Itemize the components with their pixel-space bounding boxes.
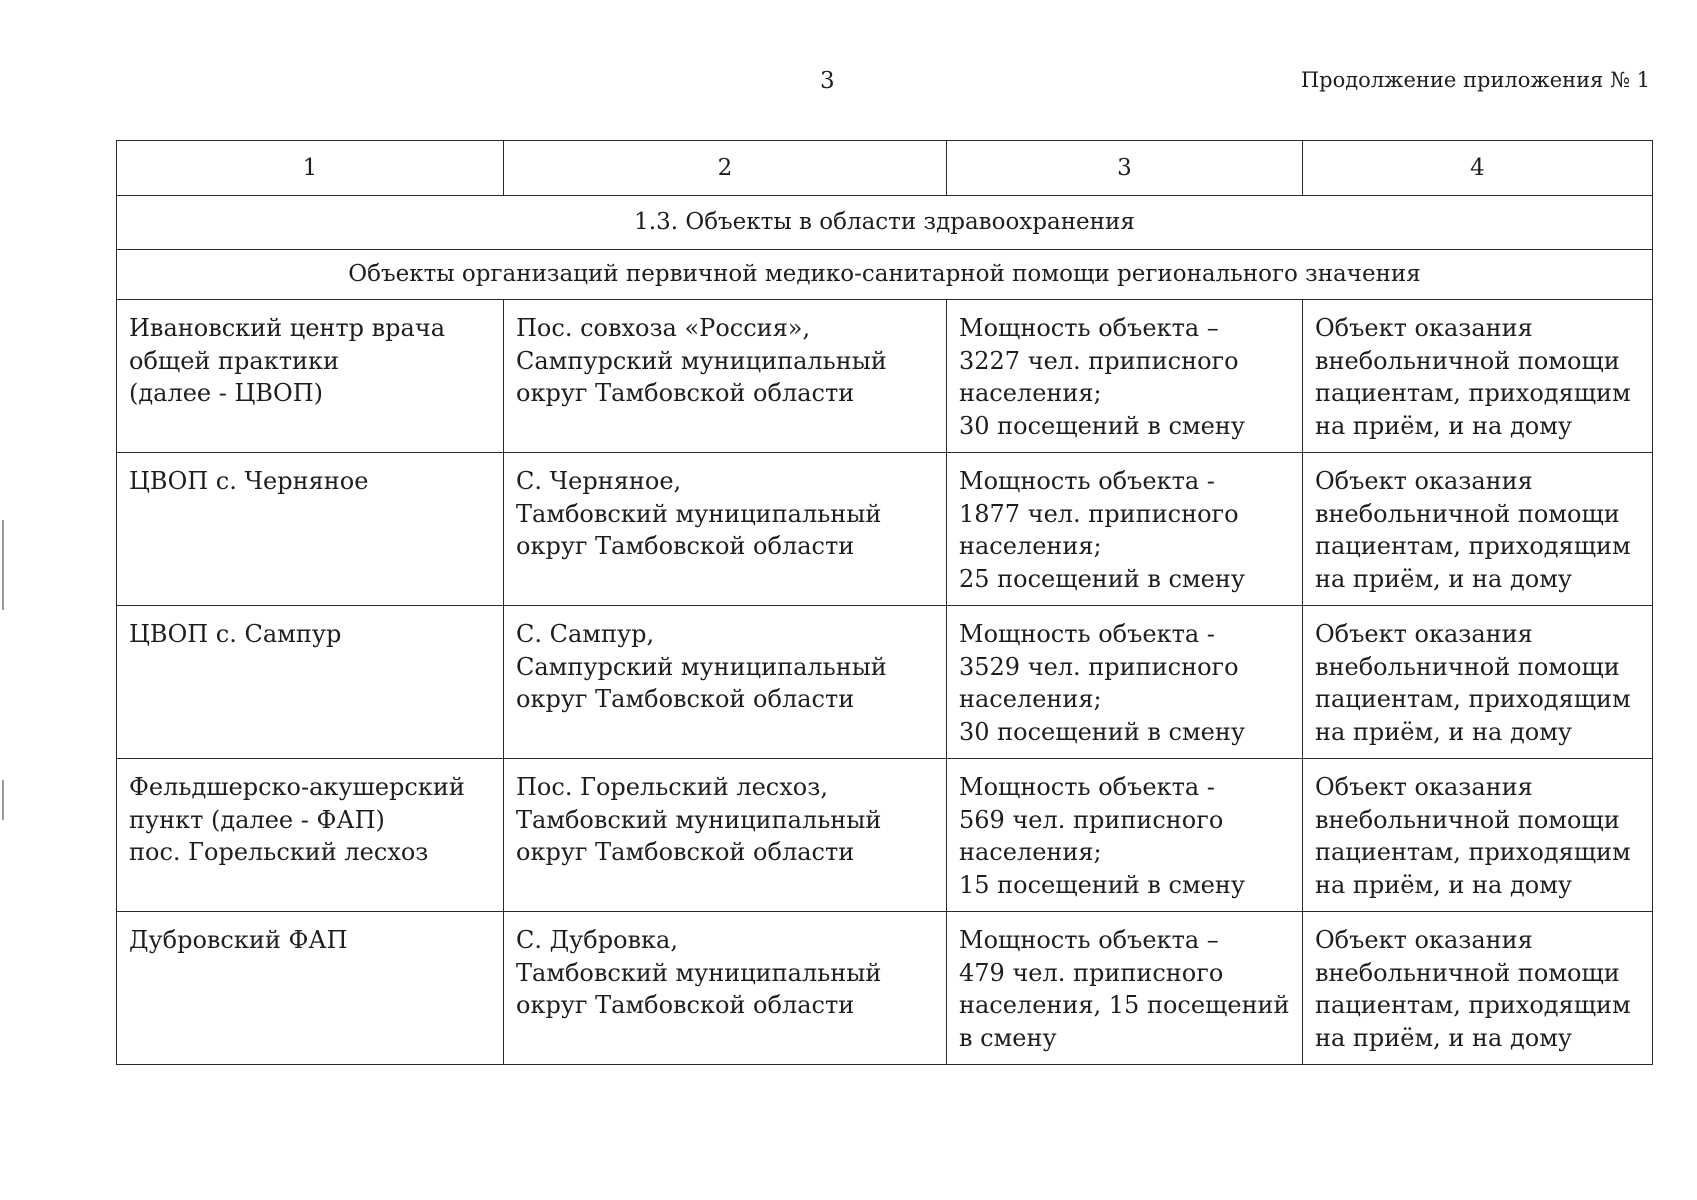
column-number-row: [117, 141, 1653, 196]
facility-location: Пос. совхоза «Россия», Сампурский муниципальный округ Тамбовской области: [504, 300, 947, 453]
table-row: [117, 759, 1653, 912]
facility-description: Объект оказания внебольничной помощи пациентам, приходящим на приём, и на дому: [1303, 300, 1653, 453]
facility-name: ЦВОП с. Черняное: [117, 453, 504, 606]
column-number: 3: [947, 141, 1303, 196]
facility-name: Фельдшерско-акушерский пункт (далее - ФАП) пос. Горельский лесхоз: [117, 759, 504, 912]
table-row: [117, 300, 1653, 453]
table-row: [117, 606, 1653, 759]
facility-location: Пос. Горельский лесхоз, Тамбовский муниципальный округ Тамбовской области: [504, 759, 947, 912]
column-number: 2: [504, 141, 947, 196]
scan-edge-mark: [2, 520, 4, 610]
facility-name: ЦВОП с. Сампур: [117, 606, 504, 759]
facility-capacity: Мощность объекта - 1877 чел. приписного населения; 25 посещений в смену: [947, 453, 1303, 606]
continuation-label: Продолжение приложения № 1: [1300, 68, 1650, 92]
subsection-title: Объекты организаций первичной медико-санитарной помощи регионального значения: [117, 250, 1653, 300]
facility-capacity: Мощность объекта – 479 чел. приписного населения, 15 посещений в смену: [947, 912, 1303, 1065]
column-number: 4: [1303, 141, 1653, 196]
facility-name: Ивановский центр врача общей практики (далее - ЦВОП): [117, 300, 504, 453]
facility-capacity: Мощность объекта - 3529 чел. приписного населения; 30 посещений в смену: [947, 606, 1303, 759]
subsection-row: [117, 250, 1653, 300]
facility-description: Объект оказания внебольничной помощи пациентам, приходящим на приём, и на дому: [1303, 912, 1653, 1065]
facility-location: С. Дубровка, Тамбовский муниципальный округ Тамбовской области: [504, 912, 947, 1065]
facility-name: Дубровский ФАП: [117, 912, 504, 1065]
facility-location: С. Сампур, Сампурский муниципальный округ Тамбовской области: [504, 606, 947, 759]
section-row: [117, 196, 1653, 250]
facilities-table: [116, 140, 1653, 1065]
scan-edge-mark: [2, 780, 4, 820]
facility-capacity: Мощность объекта - 569 чел. приписного населения; 15 посещений в смену: [947, 759, 1303, 912]
page-number: 3: [820, 68, 835, 94]
facility-location: С. Черняное, Тамбовский муниципальный округ Тамбовской области: [504, 453, 947, 606]
facility-description: Объект оказания внебольничной помощи пациентам, приходящим на приём, и на дому: [1303, 606, 1653, 759]
facility-capacity: Мощность объекта – 3227 чел. приписного населения; 30 посещений в смену: [947, 300, 1303, 453]
facility-description: Объект оказания внебольничной помощи пациентам, приходящим на приём, и на дому: [1303, 759, 1653, 912]
facility-description: Объект оказания внебольничной помощи пациентам, приходящим на приём, и на дому: [1303, 453, 1653, 606]
column-number: 1: [117, 141, 504, 196]
table-row: [117, 453, 1653, 606]
table-row: [117, 912, 1653, 1065]
section-title: 1.3. Объекты в области здравоохранения: [117, 196, 1653, 250]
